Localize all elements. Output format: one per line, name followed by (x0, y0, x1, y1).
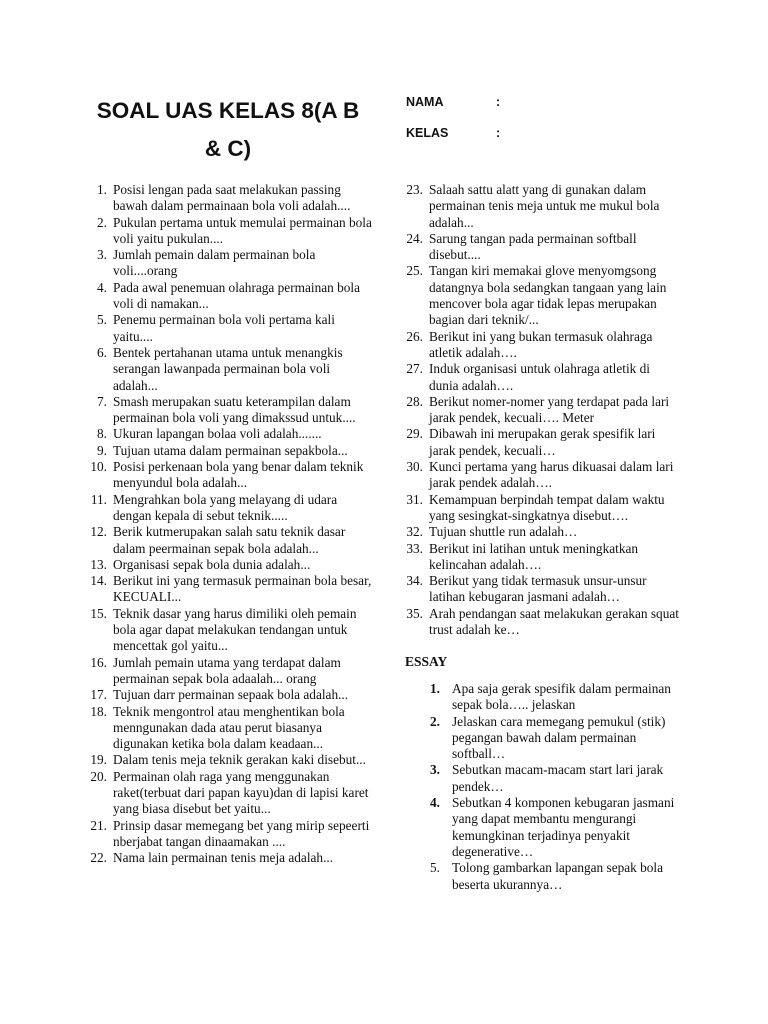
item-text: Dalam tenis meja teknik gerakan kaki disebut... (113, 752, 366, 768)
item-text: Sarung tangan pada permainan softball disebut.... (429, 230, 637, 263)
question-item (400, 541, 682, 574)
item-number: 7. (97, 393, 107, 409)
question-item (400, 606, 682, 639)
item-text: Smash merupakan suatu keterampilan dalam permainan bola voli yang dimakssud untuk.... (113, 393, 356, 426)
question-item (84, 459, 376, 492)
item-number: 31. (406, 491, 423, 507)
item-number: 4. (97, 279, 107, 295)
question-item (84, 606, 376, 655)
question-item (84, 752, 376, 768)
item-number: 29. (406, 426, 423, 442)
item-number: 22. (90, 850, 107, 866)
question-item (400, 492, 682, 525)
essay-list (422, 681, 684, 893)
item-number: 26. (406, 328, 423, 344)
item-text: Berikut nomer-nomer yang terdapat pada lari jarak pendek, kecuali…. Meter (429, 393, 670, 426)
item-number: 16. (90, 654, 107, 670)
item-text: Berikut yang tidak termasuk unsur-unsur latihan kebugaran jasmani adalah… (429, 573, 647, 605)
item-text: Berik kutmerupakan salah satu teknik dasar dalam peermainan sepak bola adalah... (113, 524, 346, 556)
item-text: Tujuan shuttle run adalah… (429, 524, 578, 540)
item-number: 27. (406, 361, 423, 377)
item-text: Berikut ini yang bukan termasuk olahraga atletik adalah…. (429, 328, 653, 360)
question-item (400, 524, 682, 540)
name-label: NAMA (406, 95, 444, 109)
item-text: Apa saja gerak spesifik dalam permainan sepak bola….. jelaskan (452, 681, 671, 713)
name-separator: : (496, 95, 501, 109)
item-text: Pada awal penemuan olahraga permainan bola voli di namakan... (113, 279, 360, 312)
item-number: 20. (90, 768, 107, 784)
question-item (84, 394, 376, 427)
question-item (400, 394, 682, 427)
item-text: Nama lain permainan tenis meja adalah... (113, 850, 334, 866)
item-number: 11. (90, 491, 107, 507)
item-text: Tujuan utama dalam permainan sepakbola... (113, 442, 348, 458)
question-item (84, 573, 376, 606)
item-text: Berikut ini latihan untuk meningkatkan kelincahan adalah…. (429, 540, 639, 572)
question-item (84, 687, 376, 703)
question-item (84, 704, 376, 753)
question-item (400, 426, 682, 459)
item-number: 13. (90, 556, 107, 572)
question-item (84, 655, 376, 688)
question-item (84, 524, 376, 557)
item-number: 6. (97, 344, 107, 360)
item-text: Berikut ini yang termasuk permainan bola besar, KECUALI... (113, 573, 372, 605)
item-number: 4. (430, 795, 440, 811)
item-text: Sebutkan macam-macam start lari jarak pendek… (452, 762, 664, 794)
item-text: Kemampuan berpindah tempat dalam waktu yang sesingkat-singkatnya disebut…. (429, 491, 665, 523)
item-number: 15. (90, 605, 107, 621)
item-number: 34. (406, 573, 423, 589)
question-item (84, 443, 376, 459)
item-text: Sebutkan 4 komponen kebugaran jasmani yang dapat membantu mengurangi kemungkinan terjadinya penyakit degenerative… (452, 795, 675, 859)
item-number: 10. (90, 459, 107, 475)
item-number: 32. (406, 524, 423, 540)
name-field (406, 95, 500, 109)
item-number: 12. (90, 524, 107, 540)
item-text: Induk organisasi untuk olahraga atletik di dunia adalah…. (429, 361, 650, 393)
question-item (400, 182, 682, 231)
item-number: 23. (406, 182, 423, 197)
page-title: SOAL UAS KELAS 8(A B & C) (96, 98, 360, 161)
item-text: Dibawah ini merupakan gerak spesifik lari jarak pendek, kecuali… (429, 426, 656, 458)
essay-heading: ESSAY (405, 654, 448, 669)
item-text: Tangan kiri memakai glove menyomgsong datangnya bola sedangkan tangaan yang lain mencover bola agar tidak lepas merupakan bagian dari teknik/... (429, 263, 667, 328)
essay-item (422, 714, 684, 763)
item-number: 8. (97, 426, 107, 442)
item-number: 25. (406, 263, 423, 279)
item-text: Salaah sattu alatt yang di gunakan dalam permainan tenis meja untuk me mukul bola adalah... (429, 182, 660, 230)
item-number: 19. (90, 752, 107, 768)
item-number: 5. (97, 312, 107, 328)
question-list-left (84, 182, 376, 866)
item-text: Bentek pertahanan utama untuk menangkis serangan lawanpada permainan bola voli adalah... (113, 344, 343, 393)
question-item (84, 280, 376, 313)
class-label: KELAS (406, 126, 449, 140)
question-list-right (400, 182, 682, 638)
item-number: 21. (90, 817, 107, 833)
question-item (84, 345, 376, 394)
item-text: Prinsip dasar memegang bet yang mirip sepeerti nberjabat tangan dinaamakan .... (113, 817, 370, 849)
item-number: 5. (430, 860, 440, 876)
essay-item (422, 681, 684, 714)
question-item (400, 329, 682, 362)
item-number: 2. (430, 713, 440, 729)
item-number: 2. (97, 214, 107, 230)
item-number: 17. (90, 687, 107, 703)
item-text: Penemu permainan bola voli pertama kali yaitu.... (113, 312, 335, 344)
essay-item (422, 860, 684, 893)
item-number: 9. (97, 442, 107, 458)
item-text: Posisi lengan pada saat melakukan passing bawah dalam permainaan bola voli adalah.... (113, 182, 351, 214)
question-item (84, 769, 376, 818)
question-item (84, 182, 376, 215)
item-text: Organisasi sepak bola dunia adalah... (113, 556, 311, 572)
question-item (84, 818, 376, 851)
class-field (406, 126, 500, 140)
class-separator: : (496, 126, 501, 140)
item-text: Tolong gambarkan lapangan sepak bola beserta ukurannya… (452, 860, 664, 892)
item-number: 33. (406, 540, 423, 556)
question-item (84, 557, 376, 573)
item-text: Jelaskan cara memegang pemukul (stik) pegangan bawah dalam permainan softball… (452, 713, 666, 762)
question-item (84, 426, 376, 442)
item-number: 1. (97, 182, 107, 197)
question-item (84, 492, 376, 525)
question-item (400, 459, 682, 492)
question-item (84, 850, 376, 866)
question-item (400, 263, 682, 328)
item-text: Ukuran lapangan bolaa voli adalah....... (113, 426, 322, 442)
item-text: Jumlah pemain dalam permainan bola voli....orang (113, 247, 316, 279)
item-text: Posisi perkenaan bola yang benar dalam teknik menyundul bola adalah... (113, 459, 364, 491)
question-item (84, 312, 376, 345)
item-number: 30. (406, 459, 423, 475)
question-item (84, 247, 376, 280)
item-number: 3. (430, 762, 440, 778)
essay-item (422, 795, 684, 860)
item-text: Arah pendangan saat melakukan gerakan squat trust adalah ke… (429, 605, 679, 638)
item-text: Kunci pertama yang harus dikuasai dalam lari jarak pendek adalah…. (429, 459, 674, 491)
question-item (84, 215, 376, 248)
item-text: Mengrahkan bola yang melayang di udara dengan kepala di sebut teknik..... (113, 491, 338, 523)
item-number: 35. (406, 605, 423, 621)
question-item (400, 573, 682, 606)
item-text: Tujuan darr permainan sepaak bola adalah... (113, 687, 349, 703)
item-text: Permainan olah raga yang menggunakan raket(terbuat dari papan kayu)dan di lapisi karet yang biasa disebut bet yaitu... (113, 768, 369, 817)
item-number: 14. (90, 573, 107, 589)
item-text: Pukulan pertama untuk memulai permainan bola voli yaitu pukulan.... (113, 214, 372, 246)
essay-item (422, 762, 684, 795)
item-text: Teknik dasar yang harus dimiliki oleh pemain bola agar dapat melakukan tendangan untuk mencettak gol yaitu... (113, 605, 357, 654)
item-text: Jumlah pemain utama yang terdapat dalam permainan sepak bola adaalah... orang (113, 654, 341, 686)
item-text: Teknik mengontrol atau menghentikan bola menngunakan dada atau perut biasanya digunakan ketika bola dalam keadaan... (113, 703, 345, 752)
item-number: 1. (430, 681, 440, 696)
question-item (400, 361, 682, 394)
question-item (400, 231, 682, 264)
item-number: 24. (406, 230, 423, 246)
item-number: 18. (90, 703, 107, 719)
item-number: 28. (406, 393, 423, 409)
item-number: 3. (97, 247, 107, 263)
